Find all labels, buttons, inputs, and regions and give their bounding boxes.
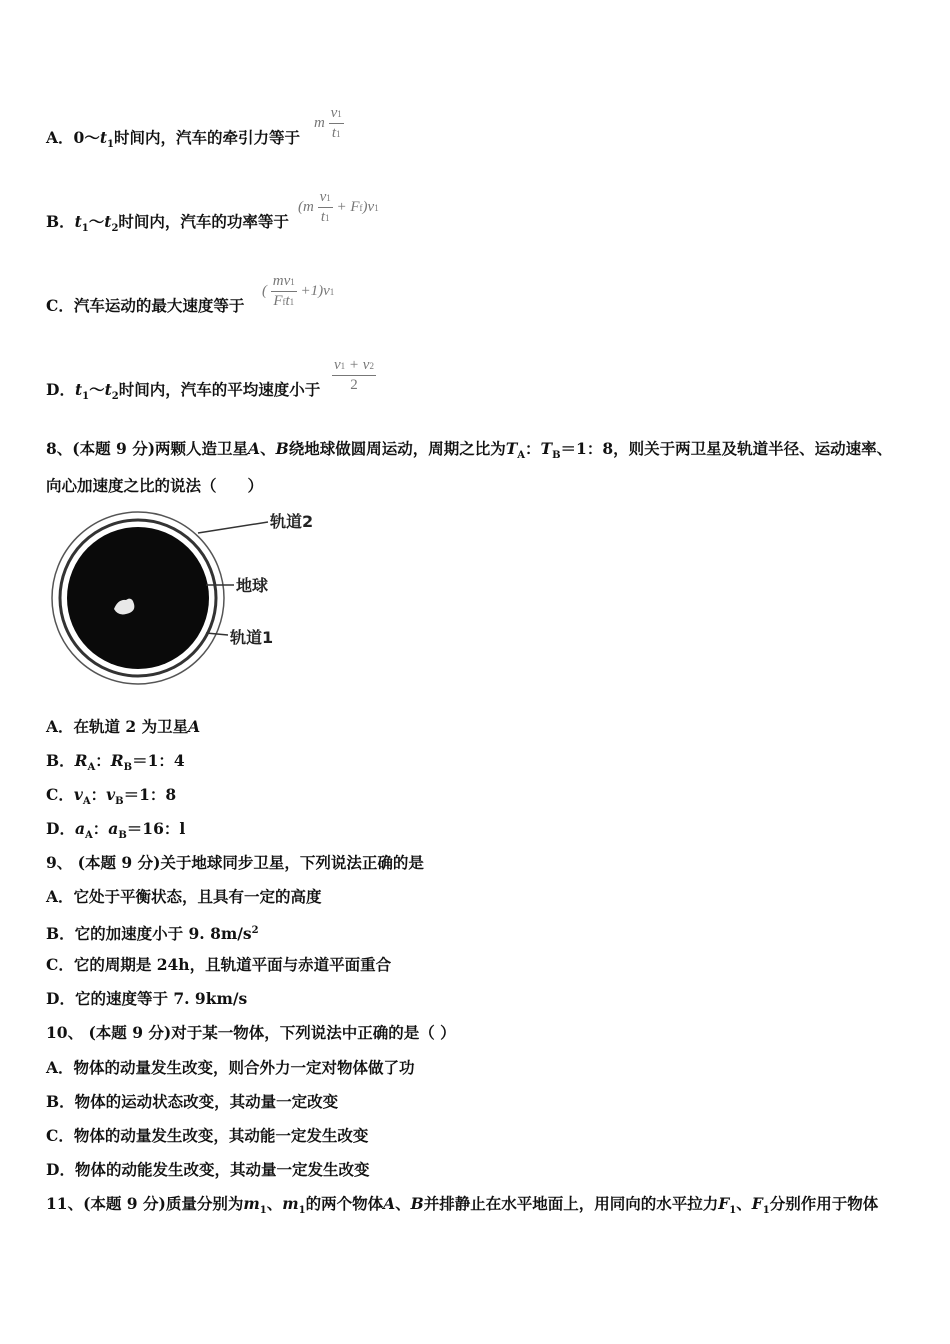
q8-option-c: C．$v_A$：$v_B=1$：8 <box>46 785 177 808</box>
formula-a: m $\frac{v1}{t1}$ <box>314 105 342 141</box>
label-earth: 地球 <box>236 576 269 595</box>
q7-option-d: D．$t_1\sim t_2$时间内，汽车的平均速度小于 <box>46 380 321 403</box>
q8-option-d: D．$a_A$：$a_B=16$：l <box>46 819 186 842</box>
q7-option-c: C．汽车运动的最大速度等于 <box>46 296 245 315</box>
q11-question-line1: 11、(本题 9 分)质量分别为$m_1$、$m_1$的两个物体A、B并排静止在水平地面上，用同向的水平拉力$F_1$、$F_1$分别作用于物体 <box>46 1194 879 1217</box>
q7-option-b: B．$t_1\sim t_2$时间内，汽车的功率等于 <box>46 212 289 235</box>
q10-title: 10、 (本题 9 分)对于某一物体，下列说法中正确的是（ ） <box>46 1023 456 1042</box>
formula-b: (m $\frac{v1}{t1}$ + Ff)v1 <box>298 189 379 225</box>
formula-c: ( $\frac{mv1}{\text{Fft1}}$ +1)v1 <box>262 273 335 309</box>
earth-circle <box>67 527 209 669</box>
formula-d: $\frac{v1 + v2}{2}$ <box>334 357 374 393</box>
label-orbit-2: 轨道2 <box>270 512 314 531</box>
q9-option-a: A．它处于平衡状态，且具有一定的高度 <box>46 887 322 906</box>
q7-option-a: A．$0\sim t_1$时间内，汽车的牵引力等于 <box>46 128 300 151</box>
q9-option-d: D．它的速度等于 7. 9km/s <box>46 989 248 1008</box>
label-orbit-1: 轨道1 <box>230 628 274 647</box>
q8-question-line1: 8、(本题 9 分)两颗人造卫星A、B绕地球做圆周运动，周期之比为$T_A$：$T_B=1$：8，则关于两卫星及轨道半径、运动速率、 <box>46 439 893 462</box>
q8-option-a: A．在轨道 2 为卫星A <box>46 717 201 736</box>
q10-option-a: A．物体的动量发生改变，则合外力一定对物体做了功 <box>46 1058 415 1077</box>
q8-question-line2: 向心加速度之比的说法（ ） <box>46 476 264 495</box>
q10-option-d: D．物体的动能发生改变，其动量一定发生改变 <box>46 1160 370 1179</box>
q10-option-c: C．物体的动量发生改变，其动能一定发生改变 <box>46 1126 369 1145</box>
q8-option-b: B．$R_A$：$R_B=1$：4 <box>46 751 185 774</box>
q9-option-c: C．它的周期是 24h，且轨道平面与赤道平面重合 <box>46 955 392 974</box>
q9-title: 9、 (本题 9 分)关于地球同步卫星，下列说法正确的是 <box>46 853 424 872</box>
orbit-diagram <box>46 505 336 695</box>
q9-option-b: B．它的加速度小于 9. $8m/s^2$ <box>46 924 259 944</box>
q10-option-b: B．物体的运动状态改变，其动量一定改变 <box>46 1092 339 1111</box>
